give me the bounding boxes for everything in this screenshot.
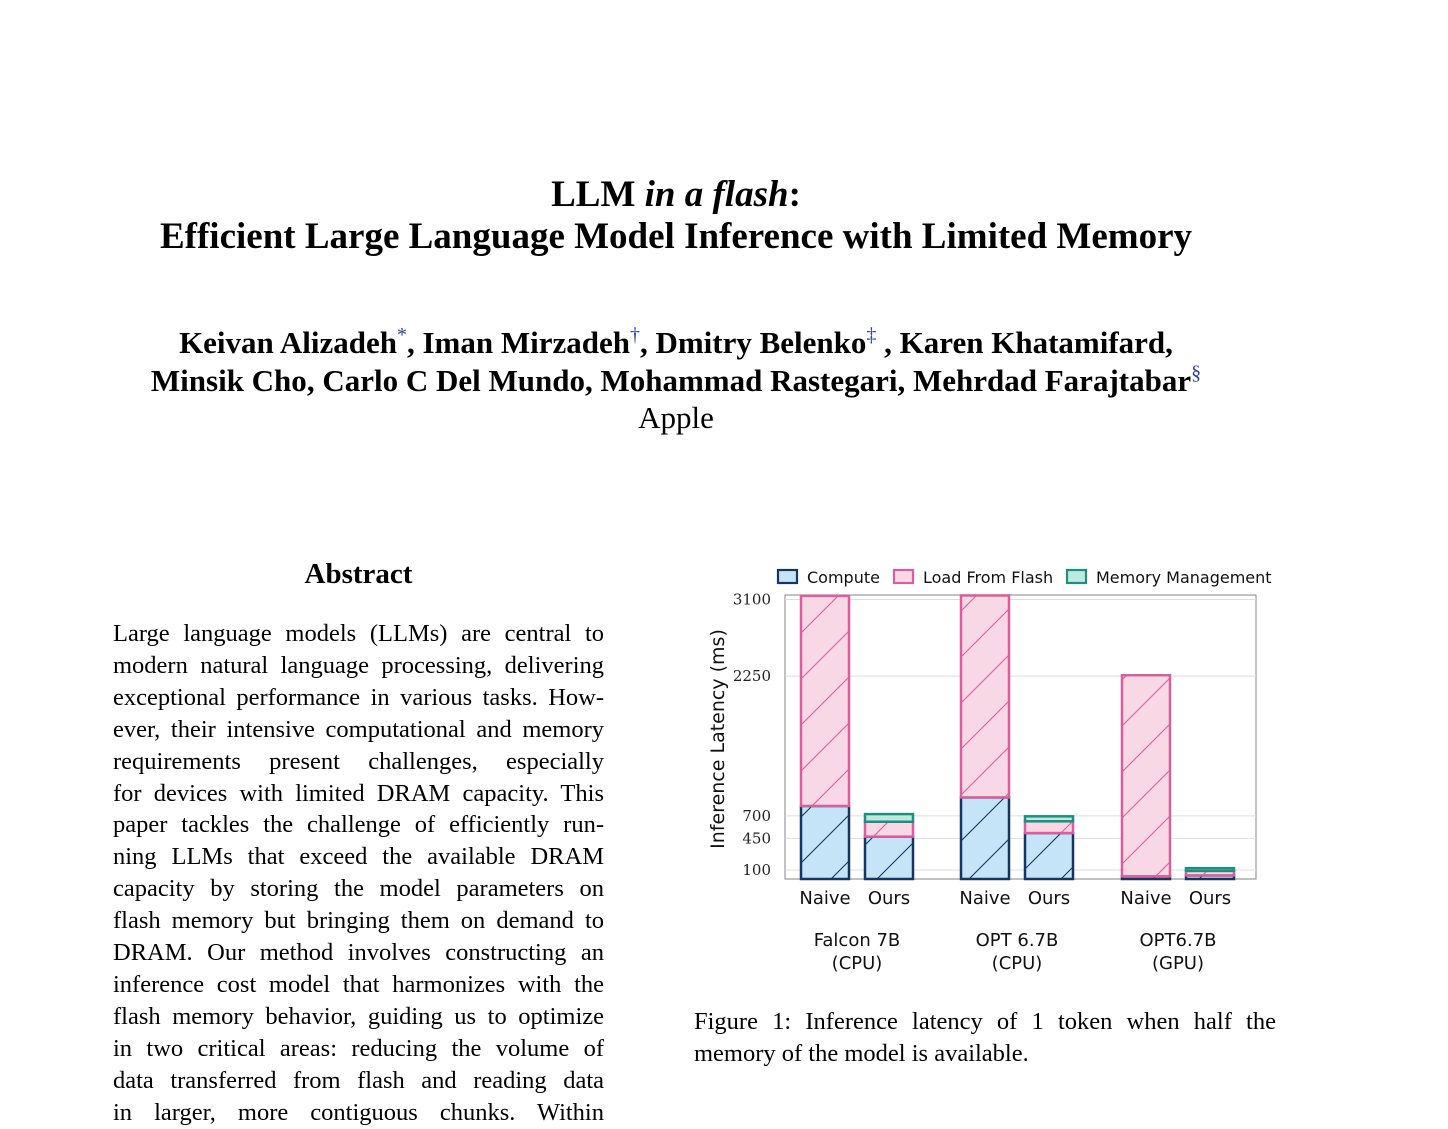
- paper-title: LLM in a flash:: [551, 174, 801, 215]
- bar-label: Ours: [1027, 888, 1071, 909]
- abstract-line: requirements present challenges, especially: [113, 747, 604, 775]
- y-axis-label: Inference Latency (ms): [707, 629, 729, 849]
- bar-label: Ours: [867, 888, 911, 909]
- group-label: OPT 6.7B: [975, 930, 1059, 951]
- abstract-line: inference cost model that harmonizes with the: [113, 970, 604, 998]
- bar-load-from-flash: [1122, 675, 1170, 876]
- bar-label: Naive: [959, 888, 1011, 909]
- abstract-line: capacity by storing the model parameters on: [113, 875, 604, 903]
- abstract-line: in larger, more contiguous chunks. Within: [113, 1098, 604, 1126]
- author-mark: *: [396, 324, 407, 346]
- author: Iman Mirzadeh: [422, 325, 630, 360]
- legend-swatch: [778, 570, 797, 583]
- bar-load-from-flash: [1025, 821, 1073, 833]
- bar-label: Naive: [799, 888, 851, 909]
- paper-subtitle: Efficient Large Language Model Inference with Limited Memory: [159, 216, 1193, 257]
- author-line-2: Minsik Cho, Carlo C Del Mundo, Mohammad Rastegari, Mehrdad Farajtabar§: [150, 362, 1202, 398]
- abstract-line: exceptional performance in various tasks. How-: [113, 683, 604, 711]
- bar-compute: [961, 797, 1009, 879]
- plot-area: [785, 595, 1256, 879]
- abstract-line: flash memory behavior, guiding us to optimize: [113, 1002, 604, 1030]
- legend-swatch: [1067, 570, 1086, 583]
- y-tick-label: 2250: [732, 667, 771, 686]
- legend-label: Memory Management: [1096, 568, 1272, 587]
- abstract-line: modern natural language processing, delivering: [113, 651, 604, 679]
- bar-load-from-flash: [801, 596, 849, 806]
- caption-line: Figure 1: Inference latency of 1 token when half the: [694, 1008, 1276, 1035]
- author-mark: †: [629, 324, 640, 346]
- legend-label: Load From Flash: [923, 568, 1054, 587]
- group-label: OPT6.7B: [1139, 930, 1217, 951]
- bar-load-from-flash: [865, 822, 913, 837]
- bar-label: Naive: [1120, 888, 1172, 909]
- bar-load-from-flash: [961, 595, 1009, 797]
- bar-compute: [801, 806, 849, 879]
- caption-line: memory of the model is available.: [694, 1040, 1029, 1067]
- abstract-line: in two critical areas: reducing the volume of: [113, 1034, 604, 1062]
- author: Keivan Alizadeh: [179, 325, 397, 360]
- y-tick-label: 450: [742, 829, 771, 848]
- group-label: (CPU): [991, 953, 1043, 974]
- bar-memory-management: [865, 814, 913, 822]
- abstract-line: flash memory but bringing them on demand to: [113, 907, 604, 935]
- legend-label: Compute: [807, 568, 880, 587]
- abstract-line: for devices with limited DRAM capacity. This: [113, 779, 604, 807]
- bar-memory-management: [1025, 816, 1073, 821]
- abstract-line: ning LLMs that exceed the available DRAM: [113, 843, 604, 871]
- group-label: Falcon 7B: [813, 930, 901, 951]
- y-tick-label: 100: [742, 860, 771, 879]
- author: Karen Khatamifard: [899, 325, 1166, 360]
- abstract-heading: Abstract: [304, 558, 413, 590]
- affiliation: Apple: [638, 400, 714, 435]
- abstract-line: data transferred from flash and reading data: [113, 1066, 604, 1094]
- author: Carlo C Del Mundo: [322, 363, 585, 398]
- author-mark: §: [1191, 362, 1202, 384]
- bar-compute: [865, 837, 913, 879]
- author: Mohammad Rastegari: [600, 363, 898, 398]
- y-tick-label: 3100: [732, 590, 771, 609]
- group-label: (CPU): [831, 953, 883, 974]
- y-tick-label: 700: [742, 806, 771, 825]
- legend-swatch: [894, 570, 913, 583]
- author-mark: ‡: [866, 324, 877, 346]
- figure-caption: [694, 1006, 1276, 1070]
- bar-memory-management: [1186, 868, 1234, 871]
- author: Mehrdad Farajtabar: [913, 363, 1192, 398]
- abstract-line: Large language models (LLMs) are central to: [113, 620, 604, 647]
- abstract-line: DRAM. Our method involves constructing an: [113, 939, 604, 967]
- author: Minsik Cho: [150, 363, 307, 398]
- latency-chart: [690, 560, 1290, 990]
- author: Dmitry Belenko: [655, 325, 867, 360]
- bar-label: Ours: [1188, 888, 1232, 909]
- abstract-body: [113, 618, 604, 1126]
- abstract-line: paper tackles the challenge of efficiently run-: [113, 811, 604, 839]
- author-line-1: Keivan Alizadeh*, Iman Mirzadeh†, Dmitry Belenko‡ , Karen Khatamifard,: [179, 324, 1173, 360]
- bar-compute: [1025, 833, 1073, 879]
- group-label: (GPU): [1151, 953, 1205, 974]
- abstract-line: ever, their intensive computational and memory: [113, 715, 604, 743]
